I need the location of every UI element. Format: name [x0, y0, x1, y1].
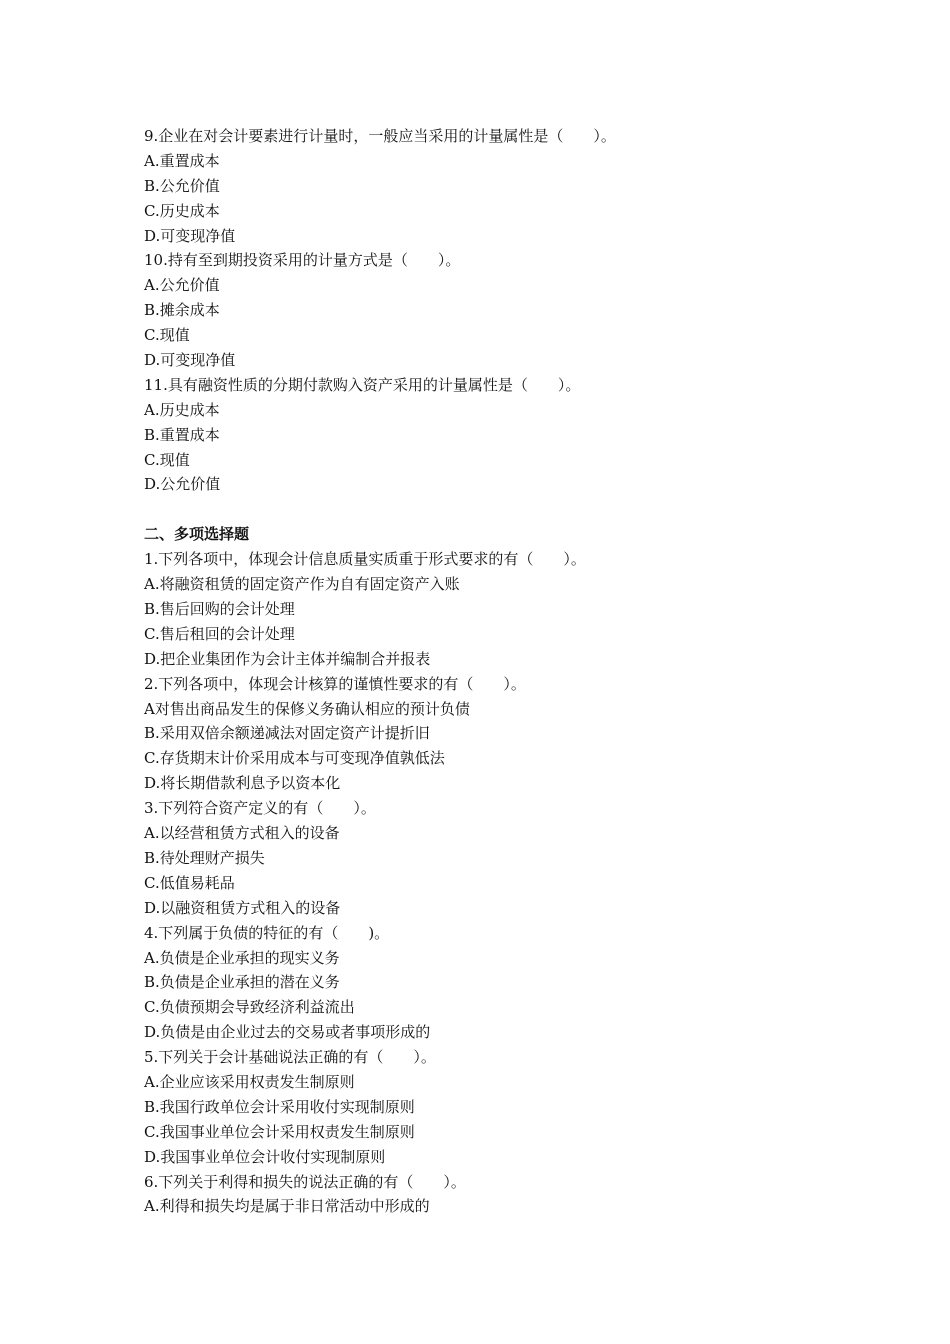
- question-text: 3.下列符合资产定义的有（ ）。: [144, 799, 376, 818]
- option-d: D.公允价值: [144, 475, 221, 494]
- option-b: B.售后回购的会计处理: [144, 600, 295, 619]
- question-text: 6.下列关于利得和损失的说法正确的有（ ）。: [144, 1172, 466, 1191]
- question-block: [144, 547, 844, 671]
- option-a: A对售出商品发生的保修义务确认相应的预计负债: [144, 699, 470, 718]
- question-text: 4.下列属于负债的特征的有（ )。: [144, 923, 390, 942]
- option-b: B.摊余成本: [144, 301, 220, 320]
- question-text: 1.下列各项中，体现会计信息质量实质重于形式要求的有（ ）。: [144, 550, 586, 569]
- option-c: C.负债预期会导致经济利益流出: [144, 998, 355, 1017]
- section-heading: 二、多项选择题: [144, 525, 250, 544]
- option-a: A.公允价值: [144, 276, 220, 295]
- option-d: D.可变现净值: [144, 226, 236, 245]
- section-spacer: [144, 497, 844, 522]
- option-b: B.负债是企业承担的潜在义务: [144, 973, 340, 992]
- option-c: C.历史成本: [144, 201, 220, 220]
- question-text: 11.具有融资性质的分期付款购入资产采用的计量属性是（ ）。: [144, 375, 581, 394]
- option-c: C.我国事业单位会计采用权责发生制原则: [144, 1122, 415, 1141]
- question-block: [144, 373, 844, 497]
- question-text: 10.持有至到期投资采用的计量方式是（ ）。: [144, 251, 461, 270]
- question-block: [144, 248, 844, 372]
- option-b: B.重置成本: [144, 425, 220, 444]
- option-d: D.可变现净值: [144, 351, 236, 370]
- option-c: C.现值: [144, 326, 190, 345]
- option-a: A.以经营租赁方式租入的设备: [144, 824, 340, 843]
- option-c: C.现值: [144, 450, 190, 469]
- option-a: A.企业应该采用权责发生制原则: [144, 1072, 355, 1091]
- option-c: C.存货期末计价采用成本与可变现净值孰低法: [144, 749, 445, 768]
- option-c: C.低值易耗品: [144, 873, 235, 892]
- option-a: A.利得和损失均是属于非日常活动中形成的: [144, 1197, 430, 1216]
- question-text: 2.下列各项中，体现会计核算的谨慎性要求的有（ ）。: [144, 674, 526, 693]
- option-a: A.将融资租赁的固定资产作为自有固定资产入账: [144, 575, 460, 594]
- option-a: A.重置成本: [144, 151, 220, 170]
- question-block: [144, 672, 844, 796]
- option-b: B.采用双倍余额递减法对固定资产计提折旧: [144, 724, 430, 743]
- option-a: A.历史成本: [144, 400, 220, 419]
- question-block: [144, 1045, 844, 1169]
- option-c: C.售后租回的会计处理: [144, 624, 295, 643]
- question-block: [144, 921, 844, 1045]
- question-block: [144, 796, 844, 920]
- option-d: D.我国事业单位会计收付实现制原则: [144, 1147, 386, 1166]
- option-d: D.将长期借款利息予以资本化: [144, 774, 341, 793]
- question-text: 5.下列关于会计基础说法正确的有（ ）。: [144, 1048, 436, 1067]
- question-text: 9.企业在对会计要素进行计量时，一般应当采用的计量属性是（ ）。: [144, 127, 616, 145]
- option-d: D.负债是由企业过去的交易或者事项形成的: [144, 1023, 431, 1042]
- option-b: B.待处理财产损失: [144, 848, 265, 867]
- option-a: A.负债是企业承担的现实义务: [144, 948, 340, 967]
- question-block: [144, 124, 844, 248]
- document-body: [144, 124, 844, 1219]
- question-block: [144, 1170, 844, 1220]
- option-b: B.公允价值: [144, 176, 220, 195]
- option-b: B.我国行政单位会计采用收付实现制原则: [144, 1097, 415, 1116]
- option-d: D.以融资租赁方式租入的设备: [144, 898, 341, 917]
- option-d: D.把企业集团作为会计主体并编制合并报表: [144, 649, 431, 668]
